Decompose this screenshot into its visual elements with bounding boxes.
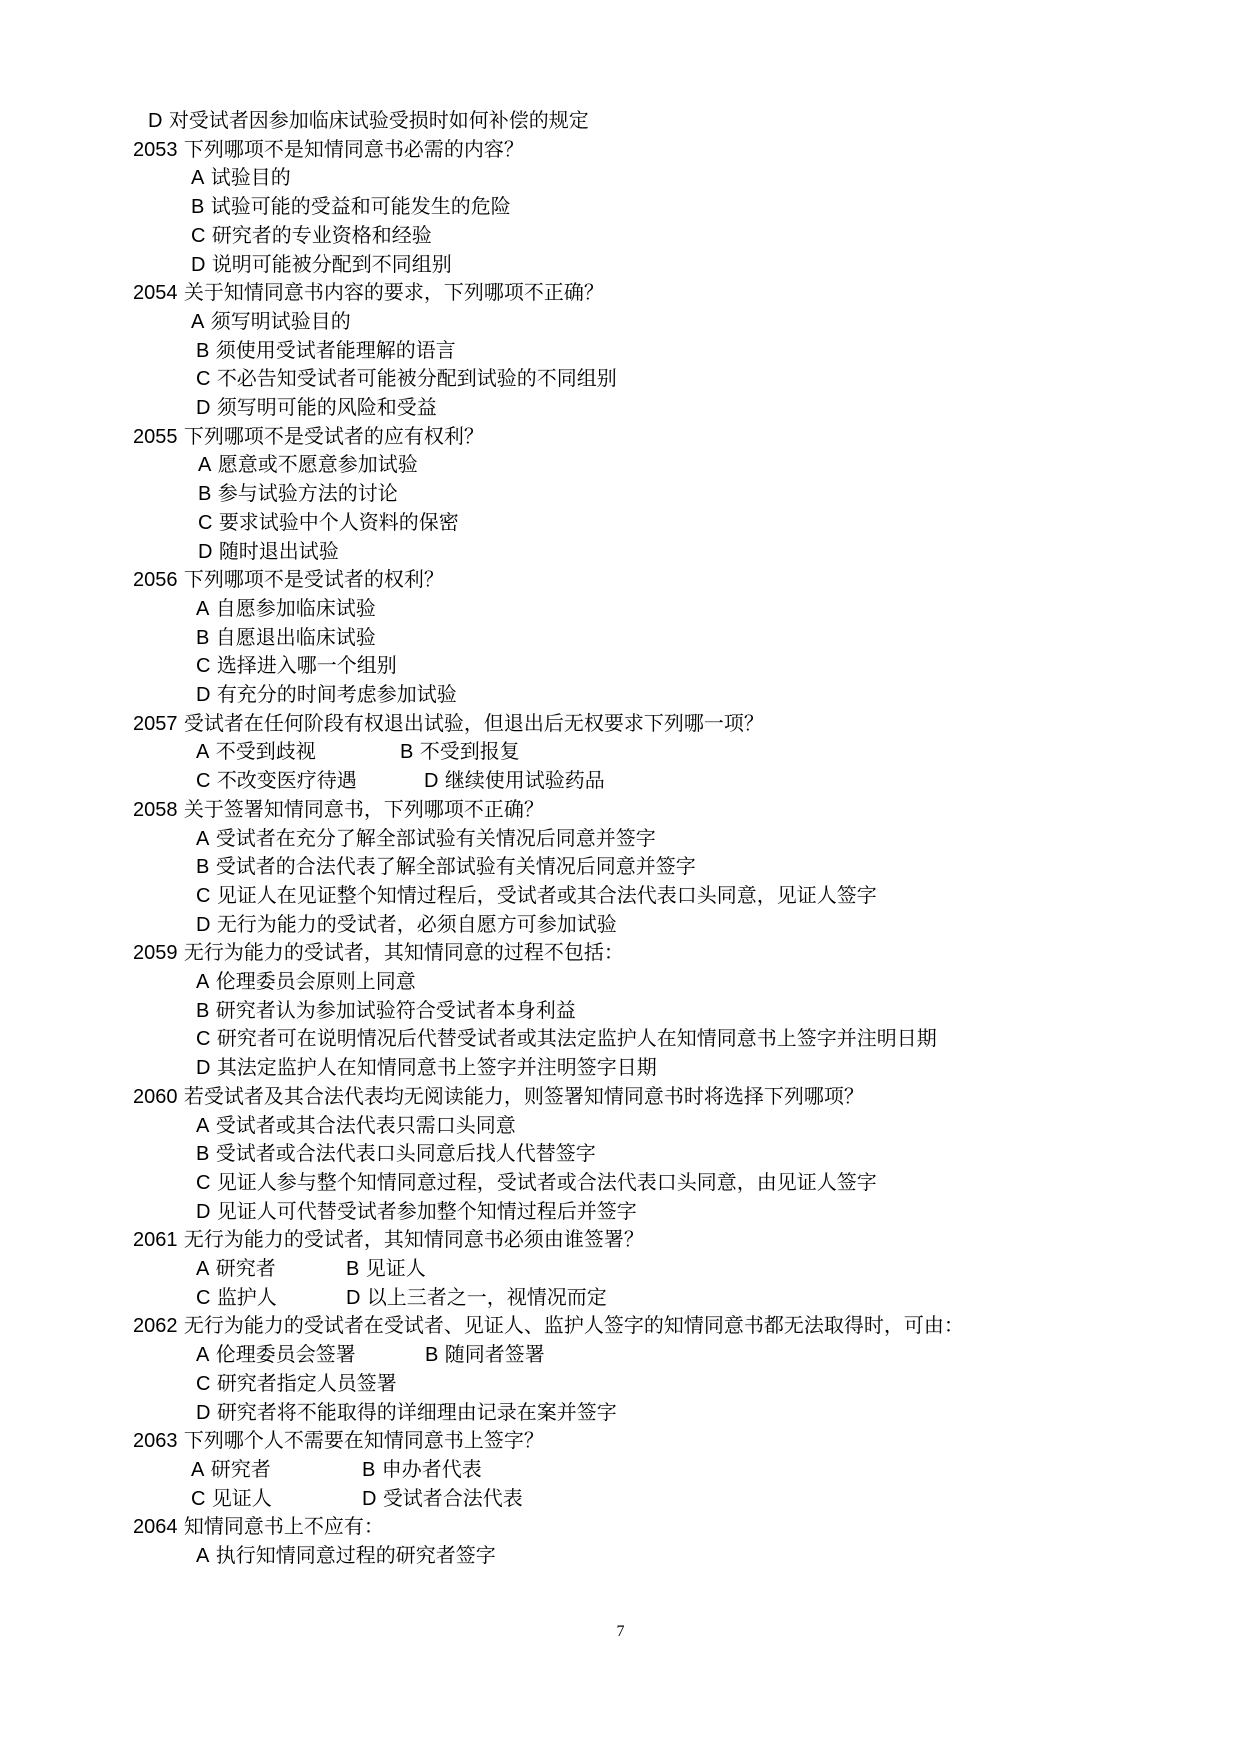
option-letter: B [196,339,210,362]
option-d [346,1283,607,1312]
option-letter: C [196,884,211,907]
option-text: 研究者将不能取得的详细理由记录在案并签字 [216,1399,617,1424]
option-text: 见证人在见证整个知情过程后，受试者或其合法代表口头同意，见证人签字 [216,882,877,907]
option-line [196,1283,607,1311]
option-line [196,996,576,1024]
option-line [196,393,437,421]
option-text: 参与试验方法的讨论 [217,481,398,506]
option-text: 说明可能被分配到不同组别 [211,251,452,276]
option-letter: A [196,597,210,620]
option-text: 研究者 [215,1256,276,1280]
question-number: 2061 [133,1229,178,1252]
option-text: 须写明可能的风险和受益 [216,395,437,419]
option-text: 受试者或其合法代表只需口头同意 [215,1112,516,1137]
option-text: 见证人 [365,1256,426,1280]
option-letter: B [196,856,210,879]
option-line [196,651,397,679]
option-c [196,364,617,393]
option-b [196,852,696,881]
option-line [196,1340,545,1368]
option-text: 执行知情同意过程的研究者签字 [215,1543,496,1567]
option-text: 愿意或不愿意参加试验 [217,452,418,477]
option-b [196,623,376,652]
option-letter: B [196,1143,210,1166]
question-2057 [133,709,764,737]
option-text: 受试者或合法代表口头同意后找人代替签字 [215,1141,596,1166]
option-text: 受试者合法代表 [382,1485,523,1510]
option-d [196,680,457,709]
option-b [400,737,520,766]
option-text: 研究者指定人员签署 [216,1370,397,1395]
question-2054 [133,278,604,306]
option-text: 研究者可在说明情况后代替受试者或其法定监护人在知情同意书上签字并注明日期 [216,1026,937,1051]
option-text: 研究者认为参加试验符合受试者本身利益 [215,997,576,1022]
option-letter: C [196,655,211,678]
option-a [196,1111,516,1140]
option-text: 须写明试验目的 [210,308,351,333]
question-text: 无行为能力的受试者在受试者、见证人、监护人签字的知情同意书都无法取得时，可由： [183,1313,964,1338]
option-letter: D [196,1401,211,1424]
question-number: 2053 [133,138,178,161]
option-letter: C [196,770,211,793]
option-text: 无行为能力的受试者，必须自愿方可参加试验 [216,911,617,936]
option-letter: A [196,1344,210,1367]
option-letter: C [196,1286,211,1309]
option-text: 不受到报复 [419,739,520,764]
question-text: 受试者在任何阶段有权退出试验，但退出后无权要求下列哪一项？ [183,710,764,735]
option-text: 以上三者之一，视情况而定 [366,1284,607,1309]
option-line [191,307,351,335]
question-number: 2055 [133,425,178,448]
option-a [196,1541,496,1570]
option-letter: A [196,1545,210,1567]
option-line [196,1197,637,1225]
option-text: 继续使用试验药品 [444,768,605,793]
option-line [196,623,376,651]
option-d [191,250,452,279]
question-number: 2062 [133,1315,178,1338]
question-text: 下列哪项不是受试者的应有权利？ [183,423,484,448]
option-line [198,508,459,536]
option-line [196,967,416,995]
option-letter: A [196,741,210,764]
option-line [191,1455,482,1483]
option-letter: A [198,454,212,477]
option-line [196,881,877,909]
option-line [148,106,589,134]
option-a [196,737,316,766]
option-text: 受试者在充分了解全部试验有关情况后同意并签字 [215,825,656,850]
option-line [196,852,696,880]
option-letter: A [191,310,205,333]
question-2056 [133,565,444,593]
option-letter: D [196,913,211,936]
question-2064 [133,1512,384,1540]
option-line [196,1369,397,1397]
question-2053 [133,135,524,163]
question-number: 2063 [133,1430,178,1453]
option-line [191,192,511,220]
option-text: 不改变医疗待遇 [216,768,357,793]
option-c [196,766,357,795]
option-c [196,651,397,680]
option-b [191,192,511,221]
option-text: 须使用受试者能理解的语言 [215,337,456,362]
question-text: 无行为能力的受试者，其知情同意书必须由谁签署？ [183,1227,644,1252]
question-text: 关于签署知情同意书，下列哪项不正确？ [183,796,544,821]
option-b [362,1455,482,1484]
option-c [196,881,877,910]
option-line [191,250,452,278]
question-2061 [133,1225,644,1253]
option-b [425,1340,545,1369]
option-d [424,766,605,795]
option-line [198,479,398,507]
option-letter: B [198,483,212,506]
option-a [196,594,376,623]
option-letter: A [196,971,210,993]
option-d [362,1484,523,1513]
option-d [148,106,589,135]
option-d [198,537,339,566]
option-letter: A [191,167,205,190]
question-number: 2057 [133,712,178,735]
option-line [196,1024,937,1052]
option-text: 申办者代表 [381,1456,482,1481]
option-letter: A [196,827,210,850]
option-letter: C [191,1487,206,1510]
question-number: 2059 [133,942,178,965]
option-a [196,824,656,853]
question-number: 2056 [133,569,178,592]
option-letter: D [362,1487,377,1510]
option-c [196,1168,877,1197]
option-line [198,450,418,478]
option-text: 要求试验中个人资料的保密 [218,509,459,534]
option-letter: D [198,540,213,563]
option-letter: C [196,1028,211,1051]
question-number: 2054 [133,282,178,305]
option-line [196,1541,496,1569]
option-line [196,1139,596,1167]
option-text: 研究者的专业资格和经验 [211,222,432,247]
option-b [198,479,398,508]
option-letter: D [191,253,206,276]
option-line [196,336,456,364]
option-c [196,1024,937,1053]
option-a [191,1455,271,1484]
option-a [191,163,291,192]
option-letter: D [196,1057,211,1080]
option-d [196,910,617,939]
option-letter: B [196,999,210,1022]
option-a [198,450,418,479]
option-line [196,1111,516,1139]
option-text: 不必告知受试者可能被分配到试验的不同组别 [216,366,617,391]
option-d [196,1398,617,1427]
option-b [196,336,456,365]
question-number: 2064 [133,1516,178,1539]
option-a [191,307,351,336]
option-a [196,967,416,996]
option-letter: C [196,1171,211,1194]
question-2059 [133,938,624,966]
option-line [191,221,432,249]
option-a [196,1340,356,1369]
option-d [196,393,437,422]
option-text: 随同者签署 [444,1342,545,1367]
option-letter: B [400,741,414,764]
option-line [191,163,291,191]
question-text: 下列哪个人不需要在知情同意书上签字？ [183,1428,544,1453]
option-letter: B [362,1458,376,1481]
option-line [196,1168,877,1196]
question-2062 [133,1311,964,1339]
option-line [196,824,656,852]
page-number: 7 [616,1623,625,1640]
option-c [191,1484,272,1513]
option-text: 有充分的时间考虑参加试验 [216,682,457,706]
option-text: 试验目的 [210,165,291,190]
option-text: 伦理委员会原则上同意 [215,969,416,993]
question-2063 [133,1426,544,1454]
option-text: 见证人参与整个知情同意过程，受试者或合法代表口头同意，由见证人签字 [216,1169,877,1194]
option-letter: B [425,1344,439,1367]
option-letter: B [191,196,205,219]
option-c [196,1283,277,1312]
option-letter: D [196,684,211,706]
option-text: 自愿参加临床试验 [215,595,376,620]
option-line [196,1053,657,1081]
option-b [196,1139,596,1168]
option-letter: A [196,1258,210,1280]
option-letter: C [198,511,213,534]
option-line [196,766,605,794]
option-letter: D [346,1286,361,1309]
option-line [196,594,376,622]
option-text: 其法定监护人在知情同意书上签字并注明签字日期 [216,1055,657,1080]
question-2060 [133,1082,864,1110]
question-number: 2058 [133,798,178,821]
option-text: 试验可能的受益和可能发生的危险 [210,194,511,219]
option-line [196,364,617,392]
question-number: 2060 [133,1085,178,1108]
option-text: 研究者 [210,1456,271,1481]
option-letter: D [196,1200,211,1223]
option-b [196,996,576,1025]
option-line [198,537,339,565]
question-text: 知情同意书上不应有： [183,1514,384,1539]
option-text: 受试者的合法代表了解全部试验有关情况后同意并签字 [215,854,696,879]
option-line [196,680,457,708]
question-text: 下列哪项不是受试者的权利？ [183,567,444,592]
question-2055 [133,422,484,450]
question-text: 关于知情同意书内容的要求，下列哪项不正确？ [183,280,604,305]
option-line [196,1254,426,1282]
option-letter: D [196,397,211,419]
option-c [196,1369,397,1398]
question-text: 下列哪项不是知情同意书必需的内容？ [183,136,524,161]
option-letter: C [196,368,211,391]
option-line [196,737,520,765]
option-letter: A [196,1114,210,1137]
option-a [196,1254,276,1283]
option-b [346,1254,426,1283]
option-d [196,1197,637,1226]
question-text: 若受试者及其合法代表均无阅读能力，则签署知情同意书时将选择下列哪项？ [183,1083,864,1108]
option-letter: C [196,1372,211,1395]
option-c [191,221,432,250]
option-text: 见证人可代替受试者参加整个知情过程后并签字 [216,1198,637,1223]
option-letter: D [424,770,439,793]
option-text: 监护人 [216,1284,277,1309]
option-letter: B [196,626,210,649]
option-text: 选择进入哪一个组别 [216,653,397,678]
option-text: 伦理委员会签署 [215,1342,356,1367]
option-text: 不受到歧视 [215,739,316,764]
option-text: 随时退出试验 [218,538,339,563]
option-text: 自愿退出临床试验 [215,624,376,649]
option-line [196,910,617,938]
option-c [198,508,459,537]
option-letter: A [191,1458,205,1481]
option-line [191,1484,523,1512]
option-letter: C [191,224,206,247]
option-d [196,1053,657,1082]
option-letter: B [346,1258,360,1280]
option-text: 见证人 [211,1485,272,1510]
question-2058 [133,795,544,823]
option-letter: D [148,110,163,132]
option-line [196,1398,617,1426]
question-text: 无行为能力的受试者，其知情同意的过程不包括： [183,940,624,965]
option-text: 对受试者因参加临床试验受损时如何补偿的规定 [168,108,589,132]
